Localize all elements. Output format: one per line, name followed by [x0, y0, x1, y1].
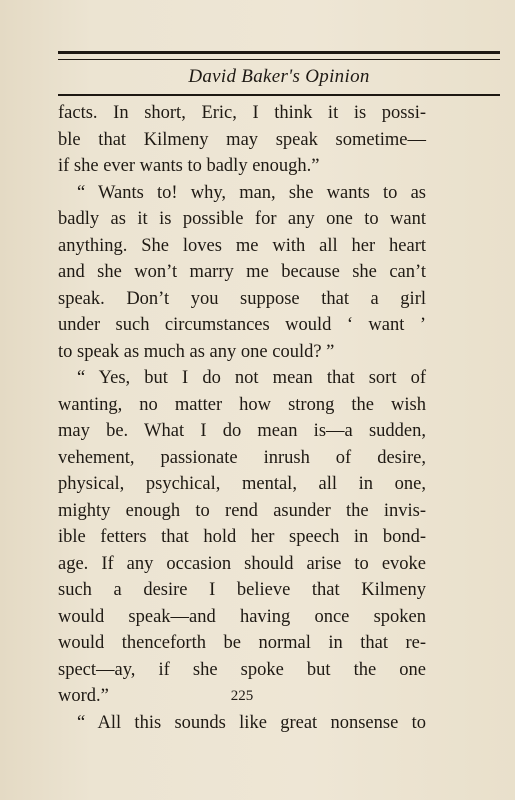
text-line: “ All this sounds like great nonsense to — [77, 712, 426, 733]
text-line: “ Yes, but I do not mean that sort of — [77, 368, 426, 388]
running-head: David Baker's Opinion — [188, 66, 370, 87]
text-line: would speak—and having once spoken — [58, 606, 426, 627]
text-line: mighty enough to rend asunder the invis- — [58, 500, 426, 521]
text-line: anything. She loves me with all her heart — [58, 235, 426, 256]
text-line: would thenceforth be normal in that re- — [58, 633, 426, 653]
text-line: ible fetters that hold her speech in bond- — [58, 527, 426, 547]
text-line: speak. Don’t you suppose that a girl — [58, 288, 426, 309]
text-line: word.” — [58, 686, 109, 706]
body-text — [58, 100, 426, 736]
text-line: facts. In short, Eric, I think it is possi- — [58, 103, 426, 123]
text-line: “ Wants to! why, man, she wants to as — [77, 182, 426, 203]
text-line: age. If any occasion should arise to evoke — [58, 553, 426, 574]
text-line: under such circumstances would ‘ want ’ — [58, 315, 426, 335]
text-line: may be. What I do mean is—a sudden, — [58, 421, 426, 441]
text-line: ble that Kilmeny may speak sometime— — [58, 129, 426, 150]
text-line: vehement, passionate inrush of desire, — [58, 447, 426, 468]
header-rule-bottom — [58, 94, 500, 96]
header-rule-thin — [58, 59, 500, 60]
text-line: to speak as much as any one could? ” — [58, 341, 335, 362]
text-line: and she won’t marry me because she can’t — [58, 262, 426, 282]
text-line: physical, psychical, mental, all in one, — [58, 474, 426, 494]
text-line: badly as it is possible for any one to want — [58, 209, 426, 229]
text-line: spect—ay, if she spoke but the one — [58, 659, 426, 680]
header-rule-thick — [58, 51, 500, 54]
text-line: wanting, no matter how strong the wish — [58, 394, 426, 415]
page-number: 225 — [230, 688, 254, 704]
text-line: if she ever wants to badly enough.” — [58, 156, 320, 176]
text-line: such a desire I believe that Kilmeny — [58, 580, 426, 600]
